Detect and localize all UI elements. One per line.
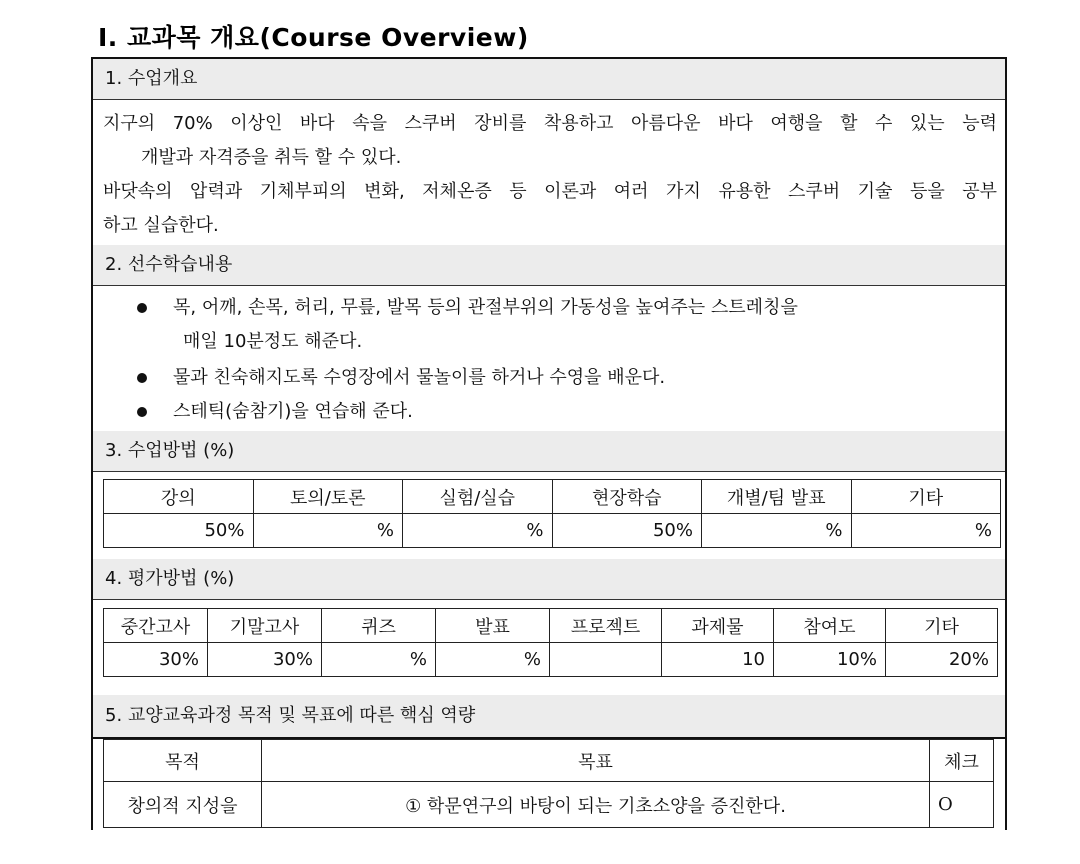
bullet-icon bbox=[137, 373, 147, 383]
table-header-cell: 프로젝트 bbox=[550, 609, 662, 643]
table-header-cell: 목표 bbox=[262, 740, 930, 782]
prerequisite-list bbox=[137, 291, 997, 431]
table-cell: 30% bbox=[104, 643, 208, 677]
list-item-text: 스테틱(숨참기)을 연습해 준다. bbox=[173, 401, 413, 422]
table-cell: 창의적 지성을 bbox=[104, 782, 262, 828]
table-header-cell: 참여도 bbox=[774, 609, 886, 643]
table-header-cell: 체크 bbox=[930, 740, 994, 782]
table-header-cell: 기타 bbox=[886, 609, 998, 643]
table-cell: 10% bbox=[774, 643, 886, 677]
table-cell: % bbox=[436, 643, 550, 677]
table-header-cell: 기타 bbox=[851, 480, 1001, 514]
table-cell: % bbox=[403, 514, 553, 548]
table-header-cell: 토의/토론 bbox=[253, 480, 403, 514]
course-overview-box bbox=[91, 57, 1007, 830]
table-header-cell: 기말고사 bbox=[208, 609, 322, 643]
overview-line-2: 개발과 자격증을 취득 할 수 있다. bbox=[141, 147, 402, 168]
table-header-row bbox=[104, 609, 998, 643]
table-cell bbox=[550, 643, 662, 677]
divider bbox=[93, 599, 1005, 600]
table-header-cell: 과제물 bbox=[662, 609, 774, 643]
table-header-cell: 중간고사 bbox=[104, 609, 208, 643]
list-item-text: 매일 10분정도 해준다. bbox=[183, 331, 363, 352]
list-item-text: 목, 어깨, 손목, 허리, 무릎, 발목 등의 관절부위의 가동성을 높여주는 스트레칭을 bbox=[173, 297, 798, 318]
table-header-cell: 퀴즈 bbox=[322, 609, 436, 643]
overview-line-4: 하고 실습한다. bbox=[103, 215, 219, 236]
table-cell: % bbox=[322, 643, 436, 677]
list-item bbox=[137, 395, 997, 429]
table-header-cell: 목적 bbox=[104, 740, 262, 782]
section-heading-competency: 5. 교양교육과정 목적 및 목표에 따른 핵심 역량 bbox=[93, 695, 1005, 737]
competency-section bbox=[93, 737, 1005, 832]
table-header-cell: 강의 bbox=[104, 480, 254, 514]
table-cell: 30% bbox=[208, 643, 322, 677]
section-heading-evaluation: 4. 평가방법 (%) bbox=[93, 559, 1005, 599]
section-heading-overview: 1. 수업개요 bbox=[93, 59, 1005, 99]
overview-paragraph bbox=[103, 107, 997, 247]
table-header-cell: 개별/팀 발표 bbox=[702, 480, 852, 514]
overview-line-3: 바닷속의 압력과 기체부피의 변화, 저체온증 등 이론과 여러 가지 유용한 스쿠버 기술 등을 공부 bbox=[103, 181, 997, 202]
list-item bbox=[137, 291, 997, 325]
method-table bbox=[103, 479, 1001, 548]
table-cell: 50% bbox=[104, 514, 254, 548]
table-row bbox=[104, 643, 998, 677]
table-header-row bbox=[104, 740, 994, 782]
list-item-continued bbox=[137, 325, 997, 359]
divider bbox=[93, 99, 1005, 100]
table-cell: 20% bbox=[886, 643, 998, 677]
page-title: Ⅰ. 교과목 개요(Course Overview) bbox=[98, 23, 529, 52]
table-header-cell: 발표 bbox=[436, 609, 550, 643]
table-cell: % bbox=[702, 514, 852, 548]
divider bbox=[93, 285, 1005, 286]
table-cell: % bbox=[253, 514, 403, 548]
list-item bbox=[137, 361, 997, 395]
overview-line-1: 지구의 70% 이상인 바다 속을 스쿠버 장비를 착용하고 아름다운 바다 여행을 할 수 있는 능력 bbox=[103, 113, 998, 134]
competency-table bbox=[103, 739, 994, 828]
table-header-cell: 실험/실습 bbox=[403, 480, 553, 514]
table-row bbox=[104, 782, 994, 828]
table-cell: % bbox=[851, 514, 1001, 548]
table-cell: 50% bbox=[552, 514, 702, 548]
table-header-row bbox=[104, 480, 1001, 514]
bullet-icon bbox=[137, 407, 147, 417]
bullet-icon bbox=[137, 303, 147, 313]
section-heading-prerequisite: 2. 선수학습내용 bbox=[93, 245, 1005, 285]
section-heading-method: 3. 수업방법 (%) bbox=[93, 431, 1005, 471]
table-header-cell: 현장학습 bbox=[552, 480, 702, 514]
evaluation-table bbox=[103, 608, 998, 677]
table-cell: 10 bbox=[662, 643, 774, 677]
table-row bbox=[104, 514, 1001, 548]
list-item-text: 물과 친숙해지도록 수영장에서 물놀이를 하거나 수영을 배운다. bbox=[173, 367, 666, 388]
table-cell: ① 학문연구의 바탕이 되는 기초소양을 증진한다. bbox=[262, 782, 930, 828]
divider bbox=[93, 471, 1005, 472]
table-cell-check: O bbox=[930, 782, 994, 828]
